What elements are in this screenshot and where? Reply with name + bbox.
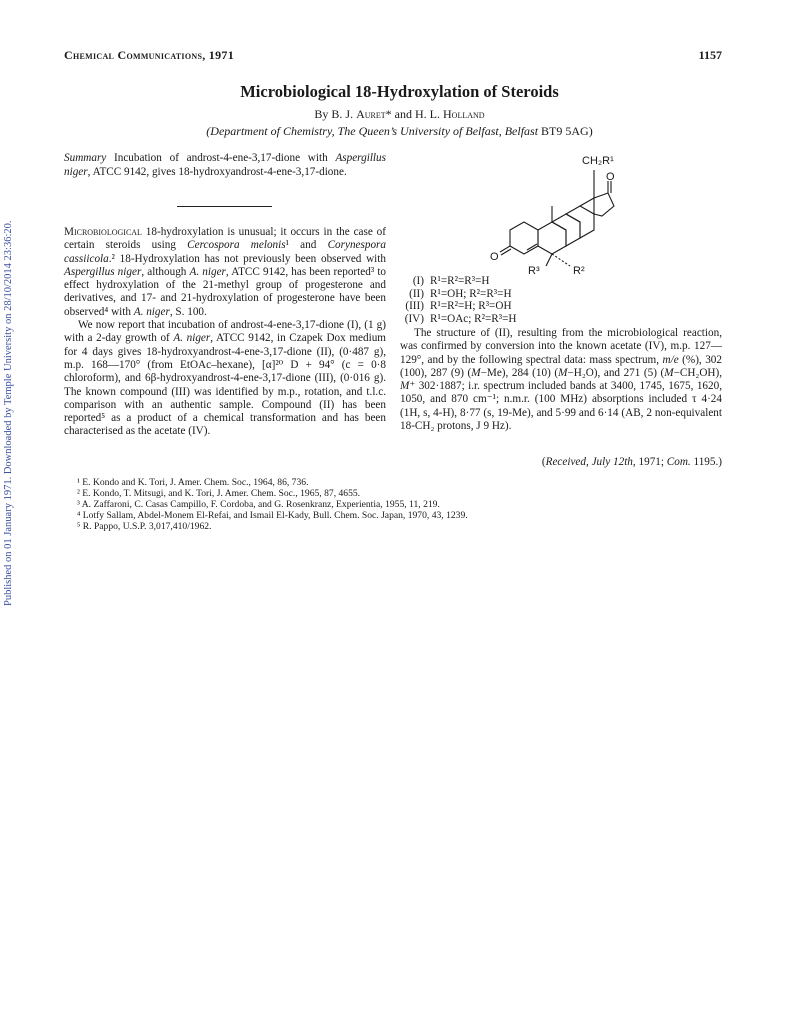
oxo-3-label: O bbox=[490, 251, 499, 263]
ch2r1-label: CH₂R¹ bbox=[582, 155, 614, 167]
summary: Summary Incubation of androst-4-ene-3,17-dione with Aspergillus niger, ATCC 9142, gives 18-hydroxyandrost-4-ene-3,17-dione. bbox=[64, 152, 386, 178]
body-right-column bbox=[400, 327, 722, 433]
compound-row: (III) R¹=R²=H; R³=OH bbox=[405, 300, 512, 312]
reference-item: ⁴ Lotfy Sallam, Abdel-Monem El-Refai, and Ismail El-Kady, Bull. Chem. Soc. Japan, 1970, 43, 1239. bbox=[77, 510, 468, 521]
compound-row: (I) R¹=R²=R³=H bbox=[412, 275, 490, 287]
paragraph-structure: The structure of (II), resulting from the microbiological reaction, was confirmed by conversion into the known acetate (IV), m.p. 127—129°, and by the following spectral data: mass spectrum, m/e (%), 302 (100), 287 (9) (M−Me), 284 (10) (M−H₂O), and 271 (5) (M−CH₂OH), M⁺ 302·1887; i.r. spectrum included bands at 3400, 1745, 1675, 1620, 1050, and 870 cm⁻¹; n.m.r. (100 MHz) absorptions included τ 4·24 (1H, s, 4-H), 8·77 (s, 19-Me), and 5·99 and 6·14 (AB, 2 non-equivalent 18-CH₂ protons, J 9 Hz). bbox=[400, 327, 722, 433]
received-date: (Received, July 12th, 1971; Com. 1195.) bbox=[541, 456, 722, 468]
reference-item: ³ A. Zaffaroni, C. Casas Campillo, F. Cordoba, and G. Rosenkranz, Experientia, 1955, 11, 219. bbox=[77, 499, 440, 510]
compound-row: (II) R¹=OH; R²=R³=H bbox=[409, 287, 512, 300]
reference-item: ¹ E. Kondo and K. Tori, J. Amer. Chem. Soc., 1964, 86, 736. bbox=[77, 477, 309, 488]
reference-item: ² E. Kondo, T. Mitsugi, and K. Tori, J. Amer. Chem. Soc., 1965, 87, 4655. bbox=[77, 488, 361, 499]
body-left-column bbox=[64, 226, 386, 439]
steroid-structure-diagram bbox=[490, 148, 736, 278]
oxo-17-label: O bbox=[606, 171, 615, 183]
compound-legend bbox=[398, 275, 517, 325]
page-number: 1157 bbox=[698, 48, 722, 62]
r3-label: R³ bbox=[528, 265, 540, 277]
byline: By B. J. Auret* and H. L. Holland bbox=[314, 107, 485, 121]
paragraph-results: We now report that incubation of androst-4-ene-3,17-dione (I), (1 g) with a 2-day growth of A. niger, ATCC 9142, in Czapek Dox medium for 4 days gives 18-hydroxyandrost-4-ene-3,17-dione (II), (0·487 g), m.p. 168—170° (from EtOAc–hexane), [α]²⁰ D + 94° (c = 0·8 chloroform), and 6β-hydroxyandrost-4-ene-3,17-dione (III), (0·016 g). The known compound (III) was identified by m.p., rotation, and t.l.c. comparison with an authentic sample. Compound (II) has been reported⁵ as a product of a chemical transformation and has been characterised as the acetate (IV). bbox=[64, 319, 386, 438]
article-title: Microbiological 18-Hydroxylation of Steroids bbox=[240, 82, 559, 101]
compound-row: (IV) R¹=OAc; R²=R³=H bbox=[404, 312, 517, 325]
references bbox=[77, 477, 737, 532]
author-holland: Holland bbox=[443, 107, 485, 121]
r2-label: R² bbox=[573, 265, 585, 277]
affiliation: (Department of Chemistry, The Queen’s University of Belfast, Belfast BT9 5AG) bbox=[206, 124, 593, 138]
journal-header: Chemical Communications, 1971 bbox=[64, 48, 234, 62]
paragraph-intro: Microbiological 18-hydroxylation is unusual; it occurs in the case of certain steroids using Cercospora melonis¹ and Corynespora cassiicola.² 18-Hydroxylation has not previously been observed with Aspergillus niger, although A. niger, ATCC 9142, has been reported³ to effect hydroxylation of the 21-methyl group of progesterone and derivatives, and 17- and 21-hydroxylation of progesterone have been observed⁴ with A. niger, S. 100. bbox=[64, 226, 387, 318]
reference-item: ⁵ R. Pappo, U.S.P. 3,017,410/1962. bbox=[77, 521, 212, 532]
author-auret: Auret bbox=[356, 107, 386, 121]
summary-divider bbox=[177, 206, 272, 207]
summary-label: Summary bbox=[64, 152, 107, 164]
